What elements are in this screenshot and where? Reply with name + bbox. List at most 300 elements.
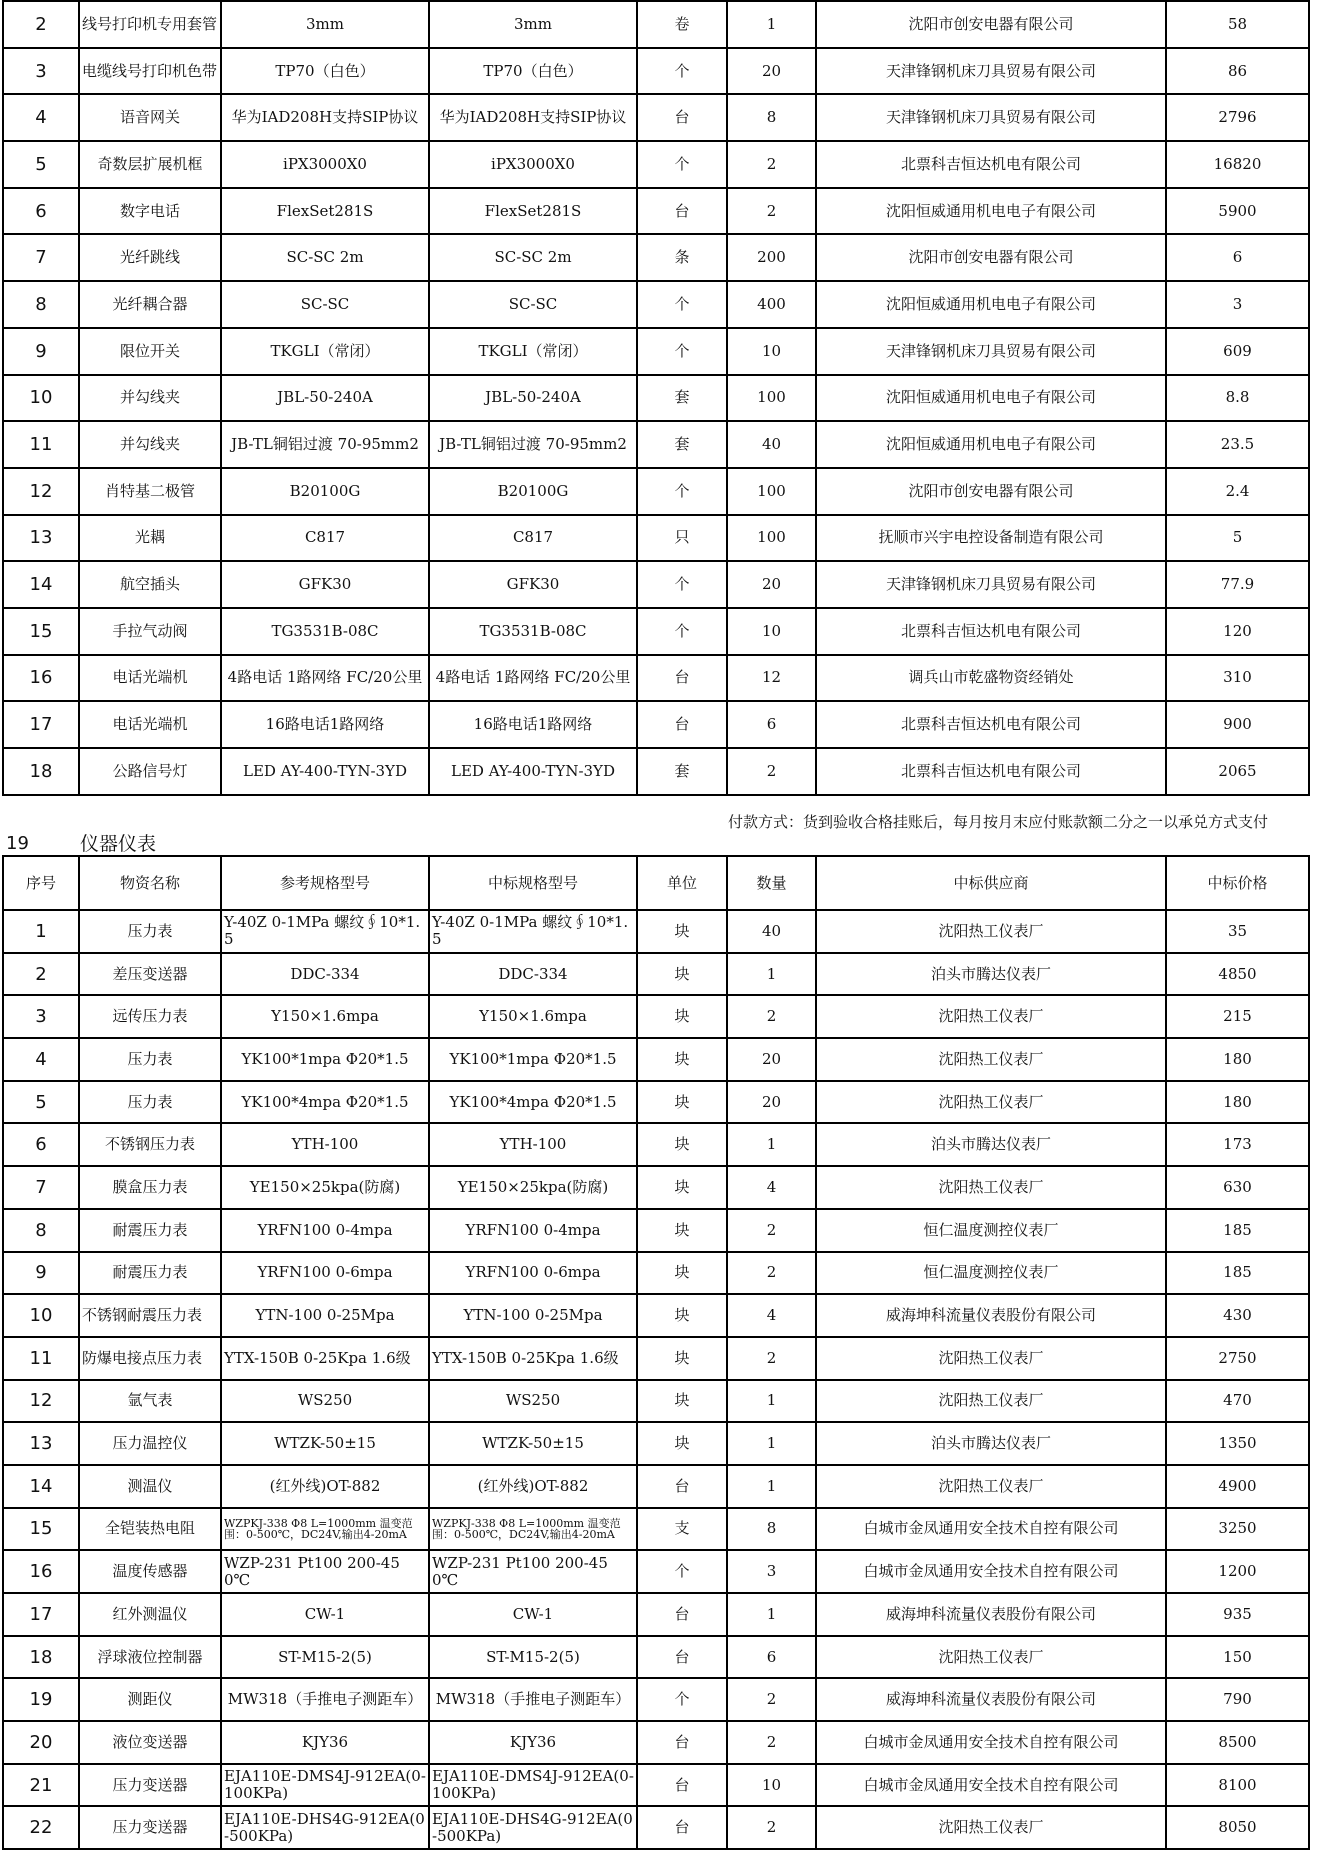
serial-cell: 11: [3, 421, 79, 468]
table-header-row: [3, 856, 1309, 910]
quantity-cell: 2: [727, 1721, 816, 1764]
winning-spec-cell: Y150×1.6mpa: [429, 995, 637, 1038]
item-name-cell: 语音网关: [79, 94, 221, 141]
supplier-cell: 沈阳热工仪表厂: [816, 1380, 1166, 1423]
reference-spec-cell: WZPKJ-338 Φ8 L=1000mm 温变范围：0-500℃，DC24V,输出4-20mA: [221, 1508, 429, 1551]
item-name-cell: 耐震压力表: [79, 1252, 221, 1295]
serial-cell: 13: [3, 1422, 79, 1465]
unit-cell: 个: [637, 561, 727, 608]
unit-cell: 个: [637, 141, 727, 188]
unit-cell: 台: [637, 1465, 727, 1508]
price-cell: 4900: [1166, 1465, 1309, 1508]
header-cell: 物资名称: [79, 856, 221, 910]
supplier-cell: 北票科吉恒达机电有限公司: [816, 141, 1166, 188]
reference-spec-cell: DDC-334: [221, 953, 429, 996]
reference-spec-cell: YTN-100 0-25Mpa: [221, 1294, 429, 1337]
serial-cell: 9: [3, 328, 79, 375]
serial-cell: 4: [3, 94, 79, 141]
winning-spec-cell: LED AY-400-TYN-3YD: [429, 748, 637, 795]
unit-cell: 台: [637, 1721, 727, 1764]
unit-cell: 台: [637, 1593, 727, 1636]
supplier-cell: 沈阳热工仪表厂: [816, 1038, 1166, 1081]
winning-spec-cell: TP70（白色）: [429, 48, 637, 95]
price-cell: 35: [1166, 910, 1309, 953]
table-row: [3, 1123, 1309, 1166]
winning-spec-cell: JB-TL铜铝过渡 70-95mm2: [429, 421, 637, 468]
header-cell: 中标规格型号: [429, 856, 637, 910]
winning-spec-cell: YTN-100 0-25Mpa: [429, 1294, 637, 1337]
winning-spec-cell: SC-SC: [429, 281, 637, 328]
table-row: [3, 1209, 1309, 1252]
winning-spec-cell: TKGLI（常闭）: [429, 328, 637, 375]
price-cell: 185: [1166, 1209, 1309, 1252]
unit-cell: 台: [637, 655, 727, 702]
supplier-cell: 白城市金凤通用安全技术自控有限公司: [816, 1550, 1166, 1593]
header-cell: 中标价格: [1166, 856, 1309, 910]
unit-cell: 块: [637, 1294, 727, 1337]
quantity-cell: 10: [727, 608, 816, 655]
reference-spec-cell: (红外线)OT-882: [221, 1465, 429, 1508]
serial-cell: 5: [3, 1081, 79, 1124]
payment-terms-note: 付款方式：货到验收合格挂账后，每月按月末应付账款额二分之一以承兑方式支付: [728, 813, 1269, 831]
unit-cell: 台: [637, 1636, 727, 1679]
item-name-cell: 压力变送器: [79, 1806, 221, 1849]
table-row: [3, 1, 1309, 48]
quantity-cell: 6: [727, 1636, 816, 1679]
serial-cell: 2: [3, 1, 79, 48]
header-cell: 序号: [3, 856, 79, 910]
reference-spec-cell: MW318（手推电子测距车）: [221, 1678, 429, 1721]
price-cell: 609: [1166, 328, 1309, 375]
quantity-cell: 8: [727, 94, 816, 141]
table-row: [3, 1294, 1309, 1337]
supplier-cell: 沈阳热工仪表厂: [816, 1337, 1166, 1380]
serial-cell: 22: [3, 1806, 79, 1849]
reference-spec-cell: CW-1: [221, 1593, 429, 1636]
table-row: [3, 1550, 1309, 1593]
supplier-cell: 泊头市腾达仪表厂: [816, 1123, 1166, 1166]
item-name-cell: 压力变送器: [79, 1764, 221, 1807]
item-name-cell: 膜盒压力表: [79, 1166, 221, 1209]
serial-cell: 5: [3, 141, 79, 188]
quantity-cell: 100: [727, 515, 816, 562]
winning-spec-cell: YE150×25kpa(防腐): [429, 1166, 637, 1209]
supplier-cell: 沈阳市创安电器有限公司: [816, 234, 1166, 281]
serial-cell: 10: [3, 1294, 79, 1337]
price-cell: 215: [1166, 995, 1309, 1038]
quantity-cell: 4: [727, 1166, 816, 1209]
quantity-cell: 40: [727, 421, 816, 468]
serial-cell: 11: [3, 1337, 79, 1380]
supplier-cell: 抚顺市兴宇电控设备制造有限公司: [816, 515, 1166, 562]
header-cell: 参考规格型号: [221, 856, 429, 910]
reference-spec-cell: TG3531B-08C: [221, 608, 429, 655]
supplier-cell: 天津锋钢机床刀具贸易有限公司: [816, 328, 1166, 375]
table-row: [3, 1764, 1309, 1807]
serial-cell: 19: [3, 1678, 79, 1721]
winning-spec-cell: WZP-231 Pt100 200-450℃: [429, 1550, 637, 1593]
supplier-cell: 沈阳市创安电器有限公司: [816, 1, 1166, 48]
table-row: [3, 375, 1309, 422]
reference-spec-cell: FlexSet281S: [221, 188, 429, 235]
item-name-cell: 液位变送器: [79, 1721, 221, 1764]
item-name-cell: 不锈钢压力表: [79, 1123, 221, 1166]
item-name-cell: 全铠装热电阻: [79, 1508, 221, 1551]
unit-cell: 块: [637, 1166, 727, 1209]
unit-cell: 个: [637, 328, 727, 375]
serial-cell: 17: [3, 701, 79, 748]
reference-spec-cell: SC-SC: [221, 281, 429, 328]
winning-spec-cell: TG3531B-08C: [429, 608, 637, 655]
winning-spec-cell: GFK30: [429, 561, 637, 608]
winning-spec-cell: MW318（手推电子测距车）: [429, 1678, 637, 1721]
reference-spec-cell: WZP-231 Pt100 200-450℃: [221, 1550, 429, 1593]
quantity-cell: 2: [727, 188, 816, 235]
price-cell: 8500: [1166, 1721, 1309, 1764]
winning-spec-cell: Y-40Z 0-1MPa 螺纹∮10*1.5: [429, 910, 637, 953]
supplier-cell: 天津锋钢机床刀具贸易有限公司: [816, 48, 1166, 95]
price-cell: 430: [1166, 1294, 1309, 1337]
reference-spec-cell: TKGLI（常闭）: [221, 328, 429, 375]
winning-spec-cell: YTH-100: [429, 1123, 637, 1166]
quantity-cell: 20: [727, 561, 816, 608]
quantity-cell: 2: [727, 1337, 816, 1380]
procurement-table-continued: [2, 0, 1310, 796]
price-cell: 180: [1166, 1081, 1309, 1124]
reference-spec-cell: YRFN100 0-4mpa: [221, 1209, 429, 1252]
unit-cell: 块: [637, 1422, 727, 1465]
table-row: [3, 234, 1309, 281]
supplier-cell: 恒仁温度测控仪表厂: [816, 1209, 1166, 1252]
winning-spec-cell: iPX3000X0: [429, 141, 637, 188]
winning-spec-cell: YTX-150B 0-25Kpa 1.6级: [429, 1337, 637, 1380]
header-cell: 数量: [727, 856, 816, 910]
unit-cell: 块: [637, 1209, 727, 1252]
reference-spec-cell: LED AY-400-TYN-3YD: [221, 748, 429, 795]
item-name-cell: 防爆电接点压力表: [79, 1337, 221, 1380]
table-row: [3, 953, 1309, 996]
supplier-cell: 北票科吉恒达机电有限公司: [816, 748, 1166, 795]
unit-cell: 块: [637, 910, 727, 953]
winning-spec-cell: YK100*1mpa Φ20*1.5: [429, 1038, 637, 1081]
quantity-cell: 6: [727, 701, 816, 748]
reference-spec-cell: iPX3000X0: [221, 141, 429, 188]
price-cell: 16820: [1166, 141, 1309, 188]
quantity-cell: 2: [727, 995, 816, 1038]
item-name-cell: 温度传感器: [79, 1550, 221, 1593]
price-cell: 630: [1166, 1166, 1309, 1209]
price-cell: 5: [1166, 515, 1309, 562]
table-row: [3, 701, 1309, 748]
item-name-cell: 耐震压力表: [79, 1209, 221, 1252]
item-name-cell: 电话光端机: [79, 701, 221, 748]
reference-spec-cell: WS250: [221, 1380, 429, 1423]
reference-spec-cell: 3mm: [221, 1, 429, 48]
quantity-cell: 1: [727, 1422, 816, 1465]
item-name-cell: 光纤跳线: [79, 234, 221, 281]
price-cell: 5900: [1166, 188, 1309, 235]
reference-spec-cell: B20100G: [221, 468, 429, 515]
item-name-cell: 氩气表: [79, 1380, 221, 1423]
winning-spec-cell: EJA110E-DMS4J-912EA(0-100KPa): [429, 1764, 637, 1807]
quantity-cell: 3: [727, 1550, 816, 1593]
quantity-cell: 40: [727, 910, 816, 953]
serial-cell: 2: [3, 953, 79, 996]
supplier-cell: 调兵山市乾盛物资经销处: [816, 655, 1166, 702]
quantity-cell: 8: [727, 1508, 816, 1551]
supplier-cell: 北票科吉恒达机电有限公司: [816, 701, 1166, 748]
supplier-cell: 天津锋钢机床刀具贸易有限公司: [816, 94, 1166, 141]
unit-cell: 套: [637, 375, 727, 422]
quantity-cell: 20: [727, 1081, 816, 1124]
item-name-cell: 数字电话: [79, 188, 221, 235]
quantity-cell: 10: [727, 1764, 816, 1807]
supplier-cell: 威海坤科流量仪表股份有限公司: [816, 1294, 1166, 1337]
item-name-cell: 限位开关: [79, 328, 221, 375]
serial-cell: 16: [3, 655, 79, 702]
serial-cell: 1: [3, 910, 79, 953]
reference-spec-cell: SC-SC 2m: [221, 234, 429, 281]
unit-cell: 块: [637, 1252, 727, 1295]
serial-cell: 3: [3, 995, 79, 1038]
serial-cell: 20: [3, 1721, 79, 1764]
unit-cell: 套: [637, 748, 727, 795]
item-name-cell: 光耦: [79, 515, 221, 562]
header-cell: 中标供应商: [816, 856, 1166, 910]
serial-cell: 21: [3, 1764, 79, 1807]
price-cell: 2.4: [1166, 468, 1309, 515]
table-row: [3, 1678, 1309, 1721]
table-row: [3, 1465, 1309, 1508]
quantity-cell: 100: [727, 468, 816, 515]
item-name-cell: 电话光端机: [79, 655, 221, 702]
supplier-cell: 威海坤科流量仪表股份有限公司: [816, 1678, 1166, 1721]
serial-cell: 16: [3, 1550, 79, 1593]
table-row: [3, 1422, 1309, 1465]
item-name-cell: 肖特基二极管: [79, 468, 221, 515]
item-name-cell: 并勾线夹: [79, 375, 221, 422]
supplier-cell: 沈阳热工仪表厂: [816, 1636, 1166, 1679]
unit-cell: 台: [637, 1764, 727, 1807]
item-name-cell: 测距仪: [79, 1678, 221, 1721]
table-row: [3, 328, 1309, 375]
winning-spec-cell: SC-SC 2m: [429, 234, 637, 281]
supplier-cell: 威海坤科流量仪表股份有限公司: [816, 1593, 1166, 1636]
table-row: [3, 1508, 1309, 1551]
quantity-cell: 2: [727, 1678, 816, 1721]
serial-cell: 13: [3, 515, 79, 562]
reference-spec-cell: EJA110E-DMS4J-912EA(0-100KPa): [221, 1764, 429, 1807]
item-name-cell: 红外测温仪: [79, 1593, 221, 1636]
table-row: [3, 748, 1309, 795]
unit-cell: 个: [637, 1678, 727, 1721]
reference-spec-cell: YRFN100 0-6mpa: [221, 1252, 429, 1295]
unit-cell: 只: [637, 515, 727, 562]
quantity-cell: 2: [727, 1209, 816, 1252]
quantity-cell: 100: [727, 375, 816, 422]
quantity-cell: 2: [727, 748, 816, 795]
unit-cell: 块: [637, 1038, 727, 1081]
winning-spec-cell: ST-M15-2(5): [429, 1636, 637, 1679]
table2-body: [3, 856, 1309, 1849]
supplier-cell: 沈阳恒威通用机电电子有限公司: [816, 188, 1166, 235]
quantity-cell: 2: [727, 1252, 816, 1295]
table-row: [3, 1721, 1309, 1764]
table-row: [3, 94, 1309, 141]
table-row: [3, 48, 1309, 95]
winning-spec-cell: 华为IAD208H支持SIP协议: [429, 94, 637, 141]
quantity-cell: 400: [727, 281, 816, 328]
serial-cell: 18: [3, 1636, 79, 1679]
price-cell: 58: [1166, 1, 1309, 48]
price-cell: 2796: [1166, 94, 1309, 141]
reference-spec-cell: 16路电话1路网络: [221, 701, 429, 748]
item-name-cell: 手拉气动阀: [79, 608, 221, 655]
serial-cell: 12: [3, 468, 79, 515]
table-row: [3, 1081, 1309, 1124]
table-row: [3, 1593, 1309, 1636]
table-row: [3, 1337, 1309, 1380]
reference-spec-cell: YE150×25kpa(防腐): [221, 1166, 429, 1209]
supplier-cell: 沈阳市创安电器有限公司: [816, 468, 1166, 515]
price-cell: 310: [1166, 655, 1309, 702]
serial-cell: 8: [3, 281, 79, 328]
supplier-cell: 沈阳热工仪表厂: [816, 1081, 1166, 1124]
unit-cell: 台: [637, 94, 727, 141]
winning-spec-cell: YRFN100 0-4mpa: [429, 1209, 637, 1252]
price-cell: 8.8: [1166, 375, 1309, 422]
reference-spec-cell: GFK30: [221, 561, 429, 608]
table-row: [3, 468, 1309, 515]
quantity-cell: 4: [727, 1294, 816, 1337]
price-cell: 150: [1166, 1636, 1309, 1679]
item-name-cell: 差压变送器: [79, 953, 221, 996]
serial-cell: 7: [3, 234, 79, 281]
unit-cell: 条: [637, 234, 727, 281]
instrument-procurement-table: [2, 855, 1310, 1850]
winning-spec-cell: 16路电话1路网络: [429, 701, 637, 748]
winning-spec-cell: JBL-50-240A: [429, 375, 637, 422]
winning-spec-cell: DDC-334: [429, 953, 637, 996]
item-name-cell: 并勾线夹: [79, 421, 221, 468]
serial-cell: 17: [3, 1593, 79, 1636]
winning-spec-cell: B20100G: [429, 468, 637, 515]
winning-spec-cell: KJY36: [429, 1721, 637, 1764]
reference-spec-cell: KJY36: [221, 1721, 429, 1764]
reference-spec-cell: YK100*4mpa Φ20*1.5: [221, 1081, 429, 1124]
unit-cell: 块: [637, 1337, 727, 1380]
supplier-cell: 沈阳热工仪表厂: [816, 1166, 1166, 1209]
supplier-cell: 沈阳恒威通用机电电子有限公司: [816, 375, 1166, 422]
price-cell: 1200: [1166, 1550, 1309, 1593]
reference-spec-cell: C817: [221, 515, 429, 562]
unit-cell: 支: [637, 1508, 727, 1551]
price-cell: 180: [1166, 1038, 1309, 1081]
winning-spec-cell: YK100*4mpa Φ20*1.5: [429, 1081, 637, 1124]
winning-spec-cell: 4路电话 1路网络 FC/20公里: [429, 655, 637, 702]
table-row: [3, 910, 1309, 953]
serial-cell: 15: [3, 608, 79, 655]
supplier-cell: 沈阳热工仪表厂: [816, 995, 1166, 1038]
quantity-cell: 12: [727, 655, 816, 702]
unit-cell: 台: [637, 701, 727, 748]
supplier-cell: 沈阳恒威通用机电电子有限公司: [816, 421, 1166, 468]
reference-spec-cell: EJA110E-DHS4G-912EA(0-500KPa): [221, 1806, 429, 1849]
item-name-cell: 远传压力表: [79, 995, 221, 1038]
item-name-cell: 电缆线号打印机色带: [79, 48, 221, 95]
quantity-cell: 20: [727, 1038, 816, 1081]
unit-cell: 块: [637, 1081, 727, 1124]
quantity-cell: 1: [727, 953, 816, 996]
reference-spec-cell: Y150×1.6mpa: [221, 995, 429, 1038]
reference-spec-cell: YK100*1mpa Φ20*1.5: [221, 1038, 429, 1081]
table-row: [3, 995, 1309, 1038]
reference-spec-cell: WTZK-50±15: [221, 1422, 429, 1465]
unit-cell: 台: [637, 188, 727, 235]
serial-cell: 6: [3, 1123, 79, 1166]
table-row: [3, 1252, 1309, 1295]
price-cell: 790: [1166, 1678, 1309, 1721]
serial-cell: 4: [3, 1038, 79, 1081]
table-row: [3, 1038, 1309, 1081]
table-row: [3, 281, 1309, 328]
table-row: [3, 655, 1309, 702]
reference-spec-cell: ST-M15-2(5): [221, 1636, 429, 1679]
table-row: [3, 421, 1309, 468]
price-cell: 86: [1166, 48, 1309, 95]
price-cell: 1350: [1166, 1422, 1309, 1465]
unit-cell: 块: [637, 1123, 727, 1166]
supplier-cell: 沈阳热工仪表厂: [816, 1465, 1166, 1508]
price-cell: 8100: [1166, 1764, 1309, 1807]
item-name-cell: 测温仪: [79, 1465, 221, 1508]
price-cell: 2065: [1166, 748, 1309, 795]
supplier-cell: 白城市金凤通用安全技术自控有限公司: [816, 1764, 1166, 1807]
price-cell: 935: [1166, 1593, 1309, 1636]
winning-spec-cell: (红外线)OT-882: [429, 1465, 637, 1508]
table-row: [3, 608, 1309, 655]
supplier-cell: 白城市金凤通用安全技术自控有限公司: [816, 1721, 1166, 1764]
price-cell: 185: [1166, 1252, 1309, 1295]
winning-spec-cell: C817: [429, 515, 637, 562]
serial-cell: 14: [3, 561, 79, 608]
winning-spec-cell: 3mm: [429, 1, 637, 48]
serial-cell: 18: [3, 748, 79, 795]
winning-spec-cell: WZPKJ-338 Φ8 L=1000mm 温变范围：0-500℃，DC24V,输出4-20mA: [429, 1508, 637, 1551]
reference-spec-cell: YTX-150B 0-25Kpa 1.6级: [221, 1337, 429, 1380]
section-title: 仪器仪表: [80, 833, 157, 855]
price-cell: 3: [1166, 281, 1309, 328]
price-cell: 3250: [1166, 1508, 1309, 1551]
quantity-cell: 1: [727, 1123, 816, 1166]
quantity-cell: 2: [727, 1806, 816, 1849]
serial-cell: 3: [3, 48, 79, 95]
quantity-cell: 1: [727, 1465, 816, 1508]
quantity-cell: 2: [727, 141, 816, 188]
table-row: [3, 1636, 1309, 1679]
unit-cell: 个: [637, 48, 727, 95]
item-name-cell: 航空插头: [79, 561, 221, 608]
serial-cell: 9: [3, 1252, 79, 1295]
price-cell: 120: [1166, 608, 1309, 655]
serial-cell: 14: [3, 1465, 79, 1508]
item-name-cell: 压力表: [79, 910, 221, 953]
table-row: [3, 515, 1309, 562]
unit-cell: 块: [637, 995, 727, 1038]
price-cell: 4850: [1166, 953, 1309, 996]
unit-cell: 个: [637, 608, 727, 655]
price-cell: 77.9: [1166, 561, 1309, 608]
